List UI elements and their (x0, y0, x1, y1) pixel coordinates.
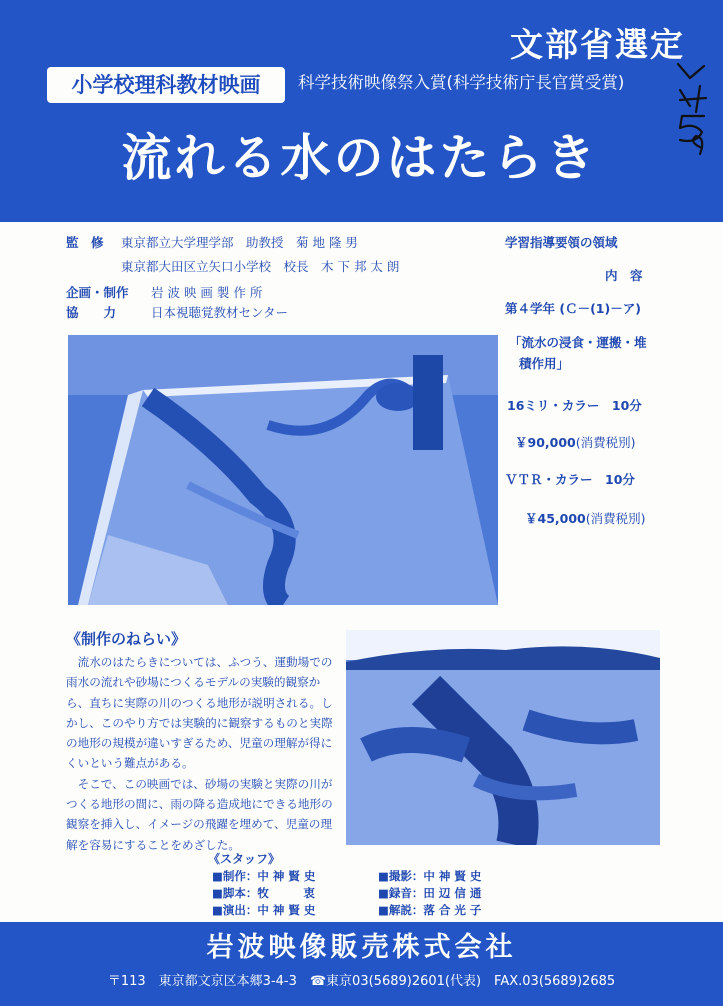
film-title: 流れる水のはたらき (121, 128, 599, 187)
credit-role: 協 力 (66, 305, 117, 320)
award-text: 科学技術映像祭入賞(科学技術庁長官賞受賞) (298, 73, 625, 92)
credit-text: 東京都立大学理学部 助教授 菊 地 隆 男 (121, 235, 358, 250)
aim-text (66, 652, 341, 855)
price-value: ￥45,000 (525, 511, 586, 526)
credit-text: 日本視聴覚教材センター (151, 305, 289, 320)
credit-text: 岩 波 映 画 製 作 所 (151, 285, 263, 300)
price-16mm (515, 432, 636, 454)
credit-role: 監 修 (66, 235, 104, 250)
aim-paragraph: そこで、この映画では、砂場の実験と実際の川がつくる地形の間に、雨の降る造成地にできる地形の観察を挿入し、イメージの飛躍を埋めて、児童の理解を容易にすることをめざした。 (66, 776, 333, 852)
staff-member: ■撮影：中 神 賢 史 (378, 869, 482, 883)
eroded-gully-photo (346, 630, 660, 845)
aim-heading: 《制作のねらい》 (66, 630, 187, 648)
credit-row (66, 256, 399, 278)
tax-note: (消費税別) (575, 435, 636, 450)
content-label: 内 容 (605, 268, 643, 283)
credit-row (66, 302, 288, 324)
distributor-name: 岩波映像販売株式会社 (206, 932, 517, 963)
aim-paragraph: 流水のはたらきについては、ふつう、運動場での雨水の流れや砂場につくるモデルの実験的観察から、直ちに実際の川のつくる地形が説明される。しかし、このやり方では実験的に観察するものと実際の地形の規模が違いすぎるため、児童の理解が得にくいという難点がある。 (66, 655, 333, 771)
credit-role: 企画・制作 (66, 285, 129, 300)
grade-label: 第４学年 (Ｃ－(1)－ア) (505, 301, 641, 316)
ministry-selection-label: 文部省選定 (510, 25, 685, 64)
distributor-address: 〒113 東京都文京区本郷3-4-3 ☎東京03(5689)2601(代表) FAX.03(5689)2685 (107, 974, 616, 989)
price-vtr (525, 508, 646, 530)
staff-member: ■制作：中 神 賢 史 (212, 869, 316, 883)
staff-member: ■演出：中 神 賢 史 (212, 903, 316, 917)
handwritten-catalog-number (666, 56, 716, 156)
format-16mm: 16ミリ・カラー 10分 (507, 398, 642, 413)
price-value: ￥90,000 (515, 435, 576, 450)
staff-member: ■録音：田 辺 信 通 (378, 886, 482, 900)
category-badge: 小学校理科教材映画 (47, 67, 285, 103)
credit-row (66, 282, 262, 304)
sandbox-experiment-photo (68, 335, 498, 605)
tax-note: (消費税別) (585, 511, 646, 526)
format-vtr: ＶＴＲ・カラー 10分 (505, 472, 635, 487)
credit-row (66, 232, 358, 254)
staff-member: ■脚本：牧 衷 (212, 886, 315, 900)
curriculum-heading: 学習指導要領の領域 (505, 235, 618, 250)
topic-line: 「流水の浸食・運搬・堆 (509, 335, 647, 350)
staff-heading: 《スタッフ》 (208, 852, 281, 866)
topic-line: 積作用」 (519, 356, 570, 371)
credit-text: 東京都大田区立矢口小学校 校長 木 下 邦 太 朗 (121, 259, 400, 274)
staff-member: ■解説：落 合 光 子 (378, 903, 482, 917)
